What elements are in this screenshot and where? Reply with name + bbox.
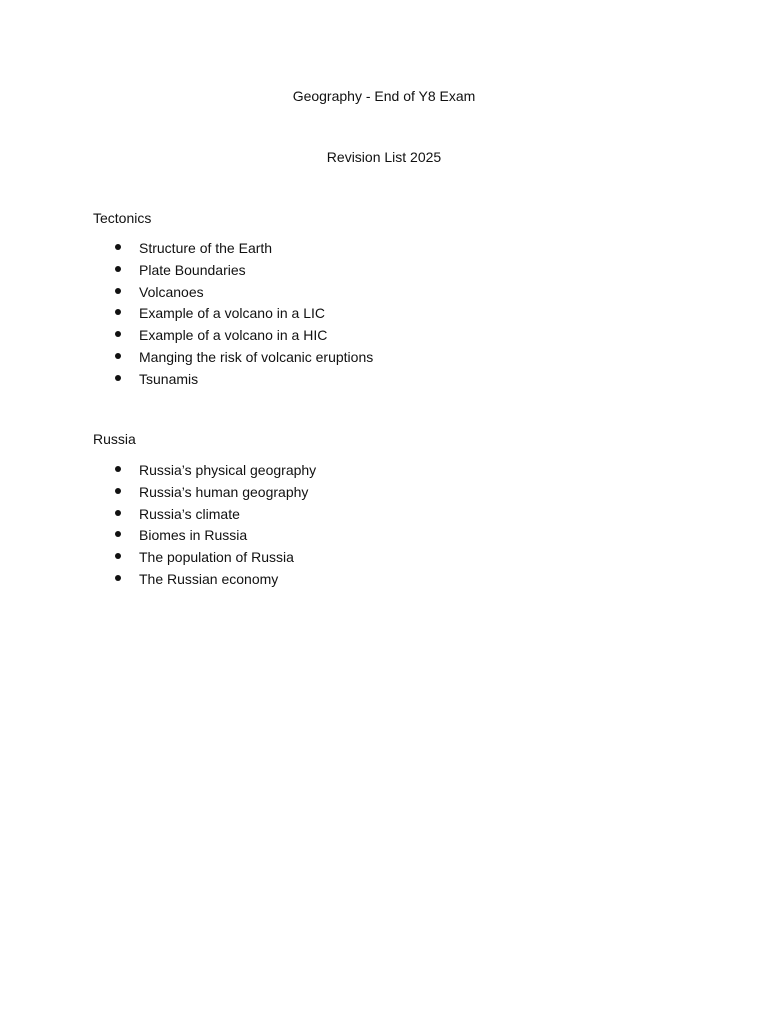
list-item-text: Plate Boundaries [139, 261, 246, 278]
bullet-icon [115, 531, 121, 537]
bullet-icon [115, 553, 121, 559]
list-item-text: Example of a volcano in a HIC [139, 327, 328, 344]
list-item-text: The Russian economy [139, 570, 279, 587]
list-item [0, 505, 600, 527]
bullet-icon [115, 266, 121, 272]
bullet-icon [115, 466, 121, 472]
list-item-text: Russia’s human geography [139, 483, 309, 500]
bullet-icon [115, 353, 121, 359]
list-item-text: Russia’s climate [139, 505, 240, 522]
document-subtitle: Revision List 2025 [326, 149, 442, 165]
list-item-text: Structure of the Earth [139, 240, 273, 256]
list-item-text: Manging the risk of volcanic eruptions [139, 348, 374, 365]
list-item [0, 304, 600, 326]
tectonics-topic-list [0, 239, 600, 392]
bullet-icon [115, 288, 121, 294]
list-item [0, 370, 600, 392]
russia-topic-list [0, 461, 600, 592]
bullet-icon [115, 510, 121, 516]
list-item [0, 239, 600, 261]
section-heading-russia: Russia [93, 431, 136, 447]
document-title: Geography - End of Y8 Exam [292, 88, 476, 104]
list-item-text: Russia’s physical geography [139, 462, 317, 478]
list-item [0, 548, 600, 570]
bullet-icon [115, 375, 121, 381]
list-item-text: Volcanoes [139, 283, 204, 300]
section-heading-tectonics: Tectonics [93, 210, 152, 226]
list-item [0, 348, 600, 370]
list-item [0, 326, 600, 348]
list-item [0, 526, 600, 548]
list-item-text: Tsunamis [139, 370, 199, 387]
list-item [0, 283, 600, 305]
list-item [0, 261, 600, 283]
list-item [0, 461, 600, 483]
bullet-icon [115, 575, 121, 581]
list-item [0, 570, 600, 592]
bullet-icon [115, 331, 121, 337]
bullet-icon [115, 309, 121, 315]
list-item-text: Example of a volcano in a LIC [139, 305, 325, 322]
bullet-icon [115, 488, 121, 494]
list-item-text: Biomes in Russia [139, 527, 248, 544]
bullet-icon [115, 244, 121, 250]
list-item [0, 483, 600, 505]
list-item-text: The population of Russia [139, 549, 294, 566]
